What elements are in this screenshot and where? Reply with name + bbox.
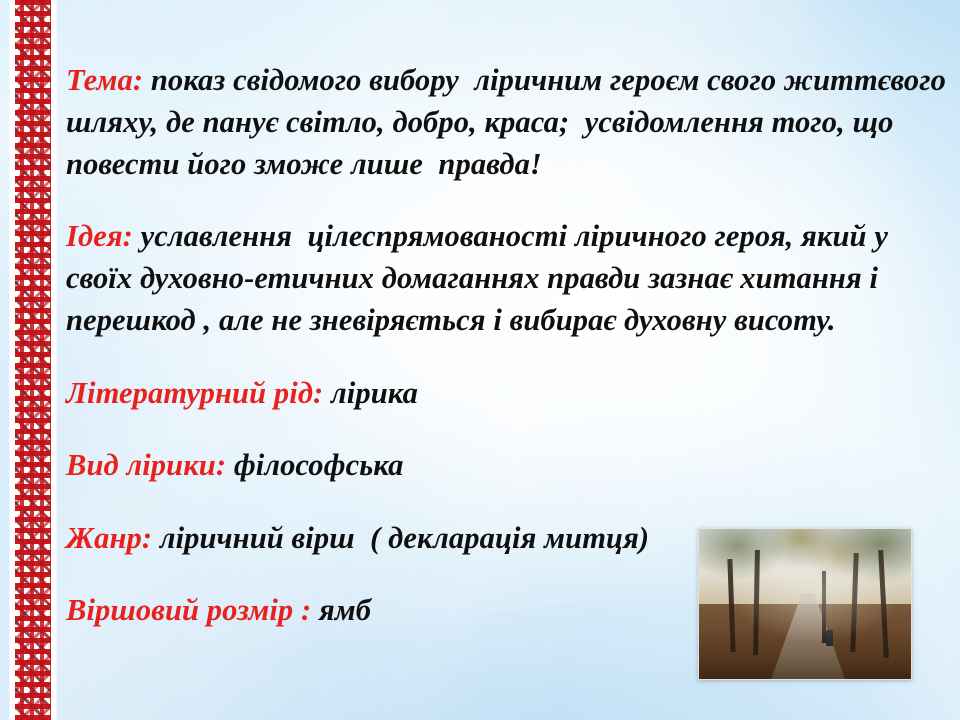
text-literary-kind: лірика — [323, 375, 418, 410]
label-theme: Тема: — [66, 62, 144, 97]
label-genre: Жанр: — [66, 520, 153, 555]
photo-haze — [699, 529, 911, 679]
text-block-theme — [66, 59, 954, 185]
text-genre: ліричний вірш ( декларація митця) — [152, 520, 650, 555]
text-block-lyric-type — [66, 444, 946, 486]
ribbon-edge — [10, 0, 15, 720]
text-block-literary-kind — [66, 372, 946, 414]
label-meter: Віршовий розмір : — [66, 593, 312, 627]
text-meter: ямб — [311, 593, 372, 627]
autumn-forest-path-photo — [698, 528, 912, 680]
label-lyric-type: Вид лірики: — [66, 448, 227, 482]
text-idea: уславлення цілеспрямованості ліричного героя, який у своїх духовно-етичних домаганнях правди зазнає хитання і перешкод , але не зневіряється і вибирає духовну висоту. — [66, 219, 896, 337]
text-block-idea — [66, 215, 946, 341]
text-theme: показ свідомого вибору ліричним героєм свого життєвого шляху, де панує світло, добро, краса; усвідомлення того, що повести його зможе лише правда! — [66, 62, 954, 181]
label-literary-kind: Літературний рід: — [66, 375, 324, 410]
ukrainian-embroidery-border — [10, 0, 56, 720]
label-idea: Ідея: — [66, 219, 133, 253]
ribbon-edge — [51, 0, 56, 720]
text-lyric-type: філософська — [226, 448, 404, 482]
